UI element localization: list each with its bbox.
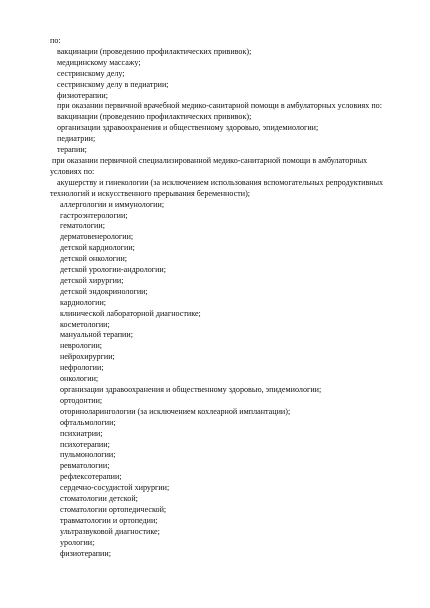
text-line: сердечно-сосудистой хирургии; bbox=[60, 483, 170, 493]
text-line: аллергологии и иммунологии; bbox=[60, 199, 165, 209]
text-line: сестринскому делу в педиатрии; bbox=[57, 79, 169, 89]
text-line: ревматологии; bbox=[60, 461, 110, 471]
text-line: детской хирургии; bbox=[60, 275, 124, 285]
text-line: психотерапии; bbox=[60, 439, 110, 449]
text-line: рефлексотерапии; bbox=[60, 472, 122, 482]
text-line: детской онкологии; bbox=[60, 254, 128, 264]
text-line: косметологии; bbox=[60, 319, 110, 329]
text-line: пульмонологии; bbox=[60, 450, 116, 460]
text-line: акушерству и гинекологии (за исключением использования вспомогательных репродуктивных bbox=[57, 177, 384, 187]
text-line: физиотерапии; bbox=[57, 90, 108, 100]
text-line: при оказании первичной специализированной медико-санитарной помощи в амбулаторных bbox=[52, 155, 368, 165]
text-line: педиатрии; bbox=[57, 134, 96, 144]
text-line: стоматологии ортопедической; bbox=[60, 504, 167, 514]
text-line: детской эндокринологии; bbox=[60, 286, 148, 296]
text-line: детской кардиологии; bbox=[60, 243, 135, 253]
text-line: травматологии и ортопедии; bbox=[60, 515, 158, 525]
document-text bbox=[50, 36, 385, 560]
text-line: неврологии; bbox=[60, 341, 103, 351]
text-line: терапии; bbox=[57, 145, 87, 155]
text-line: гастроэнтерологии; bbox=[60, 210, 128, 220]
text-line: гематологии; bbox=[60, 221, 105, 231]
text-line: стоматологии детской; bbox=[60, 494, 138, 504]
text-line: медицинскому массажу; bbox=[57, 57, 141, 67]
text-line: нефрологии; bbox=[60, 363, 104, 373]
text-line: нейрохирургии; bbox=[60, 352, 115, 362]
text-line: организации здравоохранения и общественному здоровью, эпидемиологии; bbox=[57, 123, 319, 133]
text-line: урологии; bbox=[60, 537, 95, 547]
text-line: при оказании первичной врачебной медико-санитарной помощи в амбулаторных условиях по: bbox=[57, 101, 382, 111]
text-line: оториноларингологии (за исключением кохлеарной имплантации); bbox=[60, 406, 291, 416]
text-line: офтальмологии; bbox=[60, 417, 116, 427]
text-line: клинической лабораторной диагностике; bbox=[60, 308, 201, 318]
text-line: физиотерапии; bbox=[60, 548, 111, 558]
text-line: технологий и искусственного прерывания беременности); bbox=[50, 188, 251, 198]
text-line: дерматовенерологии; bbox=[60, 232, 134, 242]
text-line: вакцинации (проведению профилактических прививок); bbox=[57, 46, 252, 56]
text-line: по: bbox=[50, 36, 61, 45]
text-line: детской урологии-андрологии; bbox=[60, 265, 167, 275]
text-line: организации здравоохранения и общественному здоровью, эпидемиологии; bbox=[60, 385, 322, 394]
text-line: ортодонтии; bbox=[60, 395, 103, 405]
text-line: условиях по: bbox=[50, 166, 95, 176]
text-line: онкологии; bbox=[60, 374, 99, 384]
text-line: психиатрии; bbox=[60, 428, 103, 438]
text-line: ультразвуковой диагностике; bbox=[60, 526, 160, 536]
text-line: вакцинации (проведению профилактических прививок); bbox=[57, 112, 252, 122]
text-line: сестринскому делу; bbox=[57, 68, 125, 78]
text-line: мануальной терапии; bbox=[60, 330, 133, 340]
text-line: кардиологии; bbox=[60, 297, 107, 307]
